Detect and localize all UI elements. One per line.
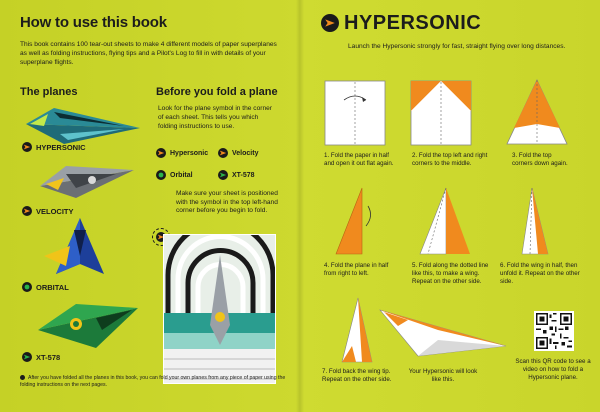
footnote: After you have folded all the planes in this book, you can fold your own planes from any piece of paper using the folding instructions on the next pages. — [20, 375, 286, 388]
before-heading: Before you fold a plane — [156, 86, 278, 98]
legend-hypersonic: Hypersonic — [156, 148, 208, 158]
planes-heading: The planes — [20, 86, 78, 98]
step-7-caption: 7. Fold back the wing tip. Repeat on the other side. — [322, 368, 392, 383]
step-7-diagram — [332, 296, 376, 369]
section-title: HYPERSONIC — [344, 12, 482, 34]
velocity-symbol-icon — [218, 148, 228, 158]
velocity-symbol-icon — [22, 206, 32, 216]
step-2-diagram — [410, 80, 472, 151]
xt578-symbol-icon — [218, 170, 228, 180]
book-gutter — [296, 0, 304, 412]
launch-text: Launch the Hypersonic strongly for fast, straight flying over long distances. — [348, 43, 566, 50]
step-3-diagram — [506, 78, 568, 151]
intro-text: This book contains 100 tear-out sheets to make 4 different models of paper superplanes as well as folding instructions, flying tips and a Pilot's Log to fill in with details of your superplane flights. — [20, 41, 277, 66]
legend-orbital: Orbital — [156, 170, 193, 180]
plane-label-velocity: VELOCITY — [22, 206, 74, 216]
step-3-caption: 3. Fold the top corners down again. — [512, 152, 568, 167]
before-text: Look for the plane symbol in the corner of each sheet. This tells you which folding instructions to use. — [158, 105, 272, 130]
qr-code[interactable] — [534, 311, 574, 351]
step-6-diagram — [508, 186, 558, 261]
step-5-diagram — [418, 186, 472, 261]
hypersonic-symbol-icon — [156, 148, 166, 158]
final-plane-diagram — [378, 300, 508, 365]
hypersonic-symbol-icon — [22, 142, 32, 152]
xt578-plane-image — [36, 300, 140, 355]
qr-caption: Scan this QR code to see a video on how to fold a Hypersonic plane. — [515, 358, 591, 381]
orbital-symbol-icon — [22, 282, 32, 292]
xt578-symbol-icon — [22, 352, 32, 362]
step-5-caption: 5. Fold along the dotted line like this, to make a wing. Repeat on the other side. — [412, 262, 489, 285]
final-caption: Your Hypersonic will look like this. — [408, 368, 478, 383]
step-1-diagram — [324, 80, 386, 151]
plane-label-hypersonic: HYPERSONIC — [22, 142, 86, 152]
step-6-caption: 6. Fold the wing in half, then unfold it. Repeat on the other side. — [500, 262, 580, 285]
orbital-symbol-icon — [156, 170, 166, 180]
step-4-caption: 4. Fold the plane in half from right to left. — [324, 262, 389, 277]
step-1-caption: 1. Fold the paper in half and open it out flat again. — [324, 152, 394, 167]
legend-xt578: XT-578 — [218, 170, 255, 180]
page-title: How to use this book — [20, 14, 167, 31]
orbital-plane-image — [40, 216, 106, 281]
example-sheet-image — [163, 234, 276, 384]
legend-velocity: Velocity — [218, 148, 258, 158]
plane-label-orbital: ORBITAL — [22, 282, 69, 292]
bullet-icon — [20, 375, 25, 380]
step-4-diagram — [332, 186, 376, 261]
velocity-plane-image — [36, 160, 136, 205]
step-2-caption: 2. Fold the top left and right corners to the middle. — [412, 152, 488, 167]
plane-label-xt578: XT-578 — [22, 352, 60, 362]
make-sure-text: Make sure your sheet is positioned with the symbol in the top left-hand corner before you begin to fold. — [176, 190, 278, 215]
hypersonic-symbol-icon — [321, 14, 339, 32]
